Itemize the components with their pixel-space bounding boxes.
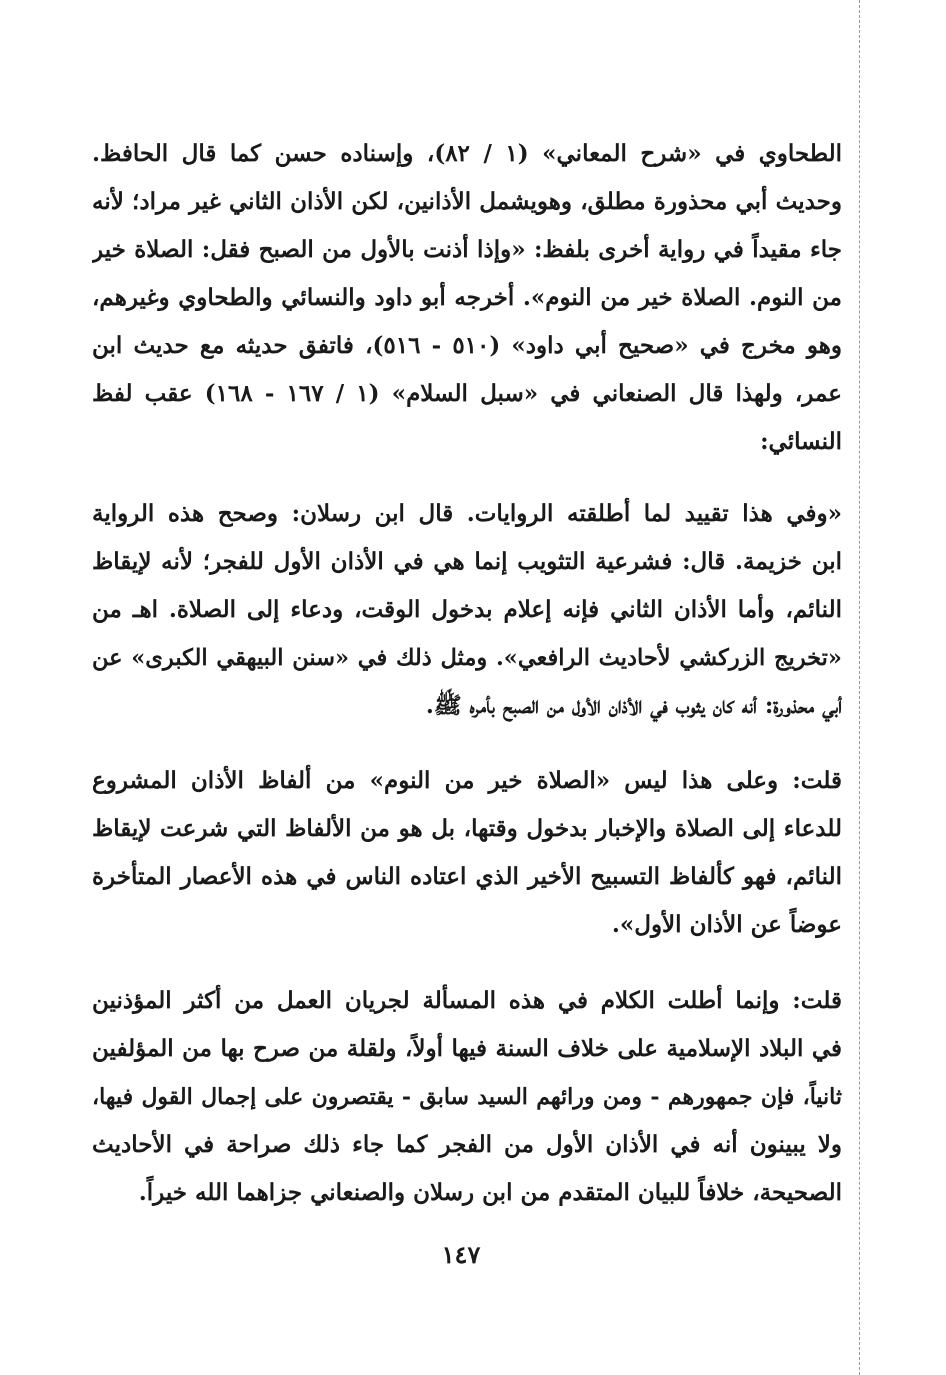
paragraph-1 [92,130,842,466]
text-line: قلت: وإنما أطلت الكلام في هذه المسألة لجريان العمل من أكثر المؤذنين [92,987,842,1014]
text-line: عمر، ولهذا قال الصنعاني في «سبل السلام» (١ / ١٦٧ - ١٦٨) عقب لفظ [92,380,842,407]
text-line: النائم، فهو كألفاظ التسبيح الأخير الذي اعتاده الناس في هذه الأعصار المتأخرة [92,863,842,890]
text-line: قلت: وعلى هذا ليس «الصلاة خير من النوم» من ألفاظ الأذان المشروع [92,767,842,794]
text-line: ابن خزيمة. قال: فشرعية التثويب إنما هي في الأذان الأول للفجر؛ لأنه لإيقاظ [92,548,842,575]
text-line: من النوم. الصلاة خير من النوم». أخرجه أبو داود والنسائي والطحاوي وغيرهم، [92,284,842,311]
page-number [0,1240,946,1269]
text-line: في البلاد الإسلامية على خلاف السنة فيها أولاً، ولقلة من صرح بها من المؤلفين [92,1035,842,1062]
text-line: أبي محذورة: أنه كان يثوب في الأذان الأول من الصبح بأمره ﷺ. [425,692,842,719]
page-number-text: ١٤٧ [441,1240,481,1269]
paragraph-3 [92,757,842,949]
text-line: الطحاوي في «شرح المعاني» (١ / ٨٢)، وإسناده حسن كما قال الحافظ. [92,140,842,167]
text-line: للدعاء إلى الصلاة والإخبار بدخول وقتها، بل هو من الألفاظ التي شرعت لإيقاظ [92,815,842,842]
text-line: وحديث أبي محذورة مطلق، وهويشمل الأذانين، لكن الأذان الثاني غير مراد؛ لأنه [92,188,842,215]
text-line: «تخريج الزركشي لأحاديث الرافعي». ومثل ذلك في «سنن البيهقي الكبرى» عن [92,645,842,671]
page-edge-line [859,0,860,1375]
text-line: النائم، وأما الأذان الثاني فإنه إعلام بدخول الوقت، ودعاء إلى الصلاة. اهـ من [92,596,842,623]
paragraph-2 [92,490,842,730]
text-line: ولا يبينون أنه في الأذان الأول من الفجر كما جاء ذلك صراحة في الأحاديث [92,1131,842,1158]
text-line: الصحيحة، خلافاً للبيان المتقدم من ابن رسلان والصنعاني جزاهما الله خيراً. [138,1179,842,1206]
text-line: ثانياً، فإن جمهورهم - ومن ورائهم السيد سابق - يقتصرون على إجمال القول فيها، [92,1084,842,1110]
text-line: «وفي هذا تقييد لما أطلقته الروايات. قال ابن رسلان: وصحح هذه الرواية [92,500,842,527]
text-line: جاء مقيداً في رواية أخرى بلفظ: «وإذا أذنت بالأول من الصبح فقل: الصلاة خير [92,236,842,263]
text-line: وهو مخرج في «صحيح أبي داود» (٥١٠ - ٥١٦)، فاتفق حديثه مع حديث ابن [92,332,842,359]
text-line: النسائي: [760,428,842,455]
paragraph-4 [92,977,842,1217]
text-line: عوضاً عن الأذان الأول». [611,911,842,938]
